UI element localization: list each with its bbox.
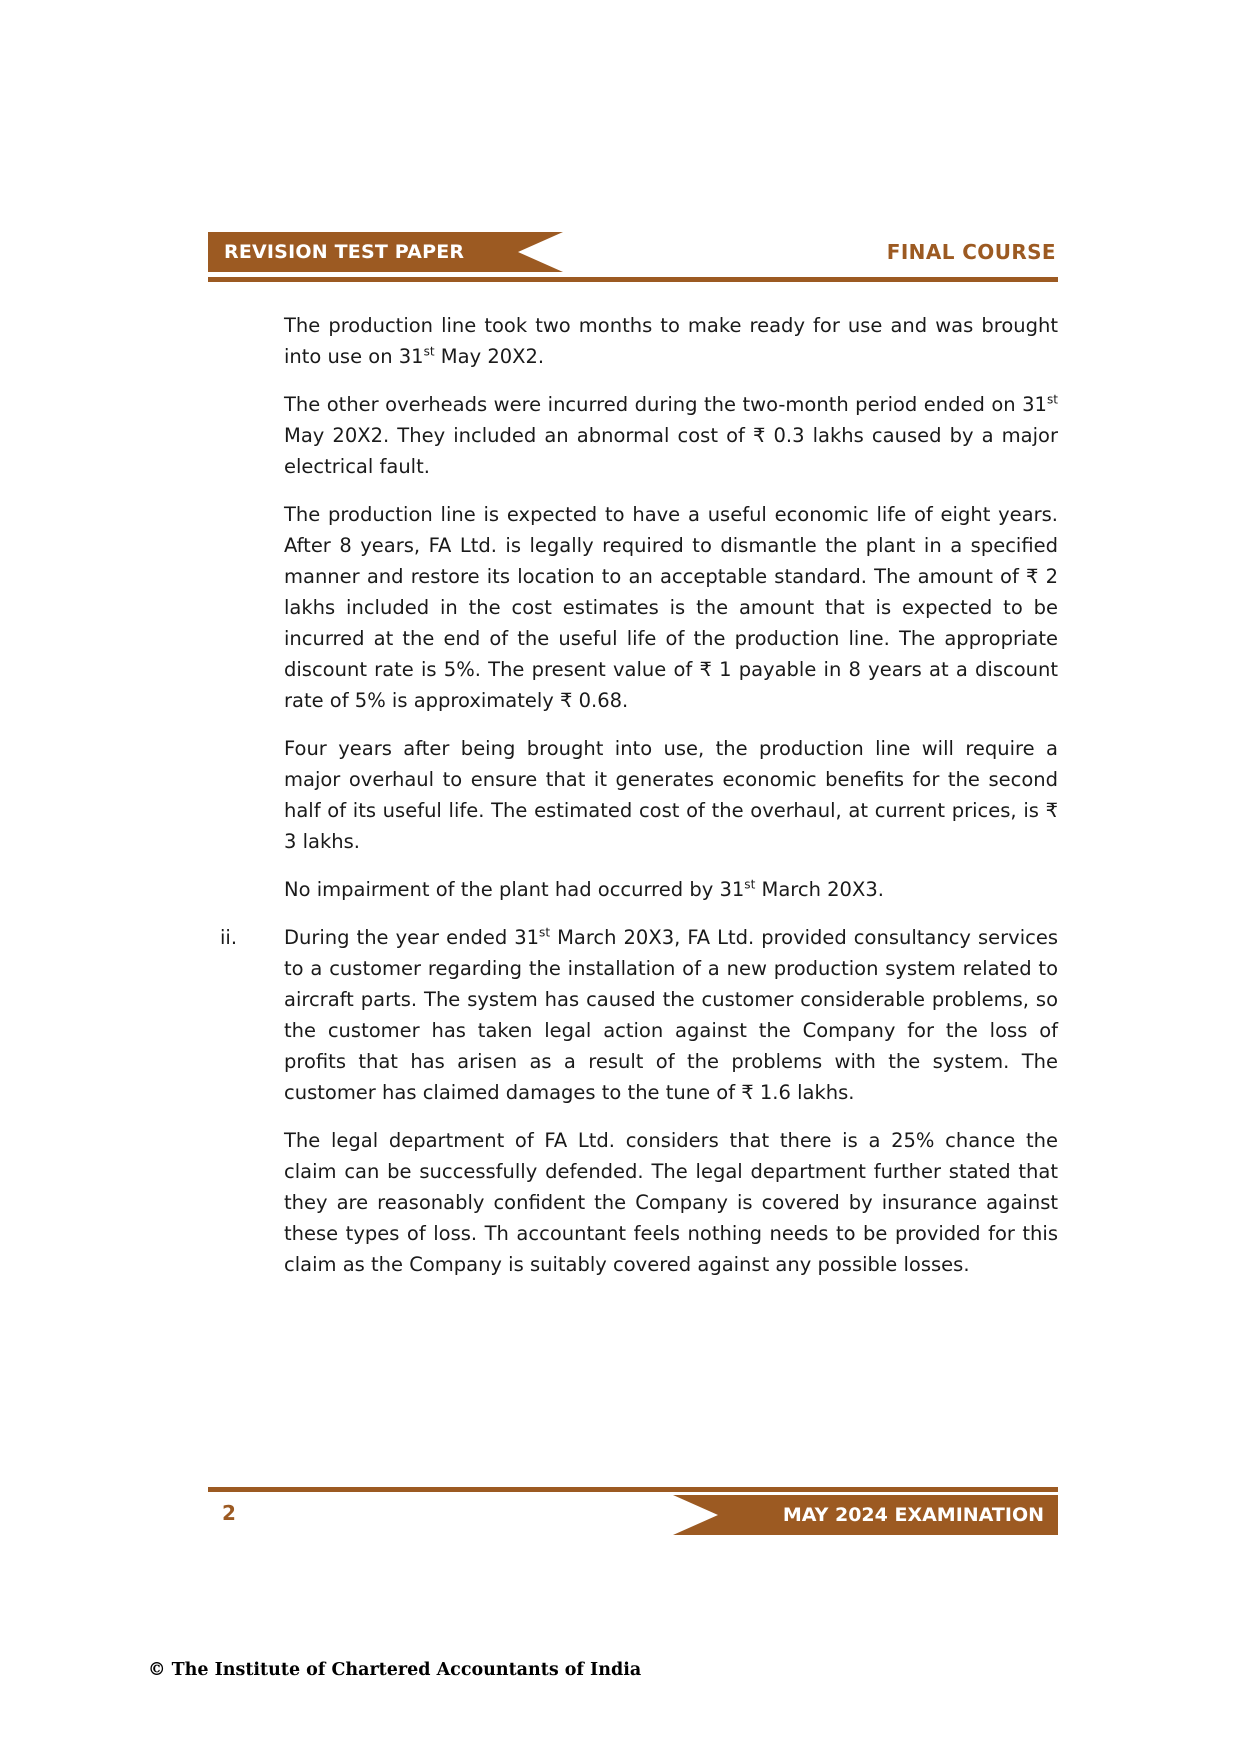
page-content bbox=[208, 310, 1058, 1280]
header-course-label: FINAL COURSE bbox=[886, 240, 1056, 264]
paragraph-text-part-b: May 20X2. They included an abnormal cost of ₹ 0.3 lakhs caused by a major electrical fault. bbox=[284, 424, 1058, 478]
paragraph-legal-department: The legal department of FA Ltd. considers that there is a 25% chance the claim can be successfully defended. The legal department further stated that they are reasonably confident the Company is covered by insurance against these types of loss. Th accountant feels nothing needs to be provided for this claim as the Company is suitably covered against any possible losses. bbox=[284, 1129, 1058, 1276]
paragraph-text-part-b: March 20X3, FA Ltd. provided consultancy services to a customer regarding the installation of a new production system related to aircraft parts. The system has caused the customer considerable problems, so the customer has taken legal action against the Company for the loss of profits that has arisen as a result of the problems with the system. The customer has claimed damages to the tune of ₹ 1.6 lakhs. bbox=[284, 926, 1058, 1104]
ordinal-suffix: st bbox=[539, 925, 551, 940]
paragraph-text-part-a: No impairment of the plant had occurred by 31 bbox=[284, 878, 745, 901]
page-number: 2 bbox=[222, 1501, 236, 1525]
paragraph-text-part-a: The other overheads were incurred during the two-month period ended on 31 bbox=[284, 393, 1047, 416]
ordinal-suffix: st bbox=[744, 877, 756, 892]
page-header bbox=[208, 232, 1058, 284]
page-footer bbox=[208, 1487, 1058, 1547]
paragraph-text-part-a: The production line took two months to make ready for use and was brought into use on 31 bbox=[284, 314, 1058, 368]
header-tab-label: REVISION TEST PAPER bbox=[224, 241, 465, 263]
list-item-marker: ii. bbox=[220, 926, 238, 949]
paragraph-no-impairment bbox=[208, 874, 1058, 905]
header-arrow-shape bbox=[518, 232, 563, 272]
paragraph-production-line-ready bbox=[208, 310, 1058, 372]
footer-arrow-shape bbox=[673, 1495, 718, 1535]
paragraph-useful-life: The production line is expected to have a useful economic life of eight years. After 8 years, FA Ltd. is legally required to dismantle the plant in a specified manner and restore its location to an acceptable standard. The amount of ₹ 2 lakhs included in the cost estimates is the amount that is expected to be incurred at the end of the useful life of the production line. The appropriate discount rate is 5%. The present value of ₹ 1 payable in 8 years at a discount rate of 5% is approximately ₹ 0.68. bbox=[284, 503, 1058, 712]
footer-tab-label: MAY 2024 EXAMINATION bbox=[782, 1504, 1044, 1526]
paragraph-consultancy-services bbox=[208, 922, 1058, 1108]
paragraph-text-part-a: During the year ended 31 bbox=[284, 926, 540, 949]
ordinal-suffix: st bbox=[1046, 392, 1058, 407]
header-tab bbox=[208, 232, 518, 272]
paragraph-text-part-b: March 20X3. bbox=[755, 878, 884, 901]
header-divider bbox=[208, 277, 1058, 282]
copyright-notice: © The Institute of Chartered Accountants of India bbox=[148, 1660, 642, 1680]
paragraph-text-part-b: May 20X2. bbox=[434, 345, 545, 368]
paragraph-overhaul: Four years after being brought into use, the production line will require a major overhaul to ensure that it generates economic benefits for the second half of its useful life. The estimated cost of the overhaul, at current prices, is ₹ 3 lakhs. bbox=[284, 737, 1058, 853]
list-item bbox=[208, 922, 1058, 1108]
ordinal-suffix: st bbox=[423, 344, 435, 359]
footer-tab bbox=[718, 1495, 1058, 1535]
paragraph-other-overheads bbox=[208, 389, 1058, 482]
footer-divider bbox=[208, 1487, 1058, 1492]
